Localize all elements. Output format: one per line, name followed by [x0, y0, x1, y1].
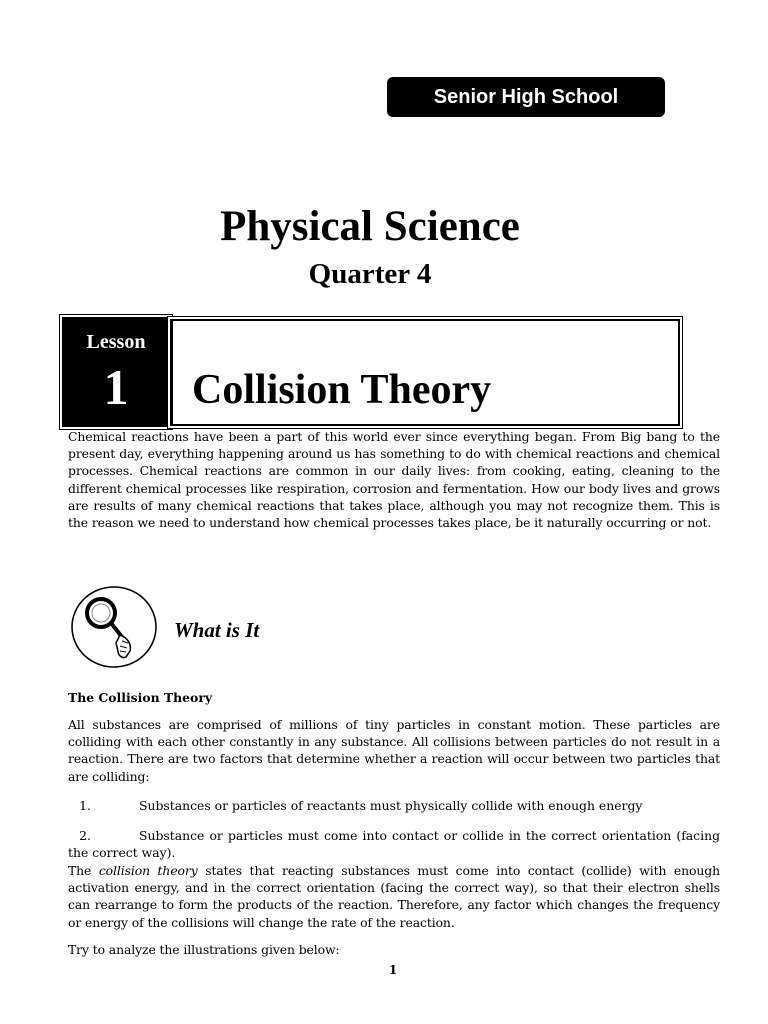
lesson-title: Collision Theory	[192, 367, 492, 413]
badge-label: Senior High School	[433, 85, 619, 108]
quarter-label: Quarter 4	[308, 258, 432, 290]
senior-high-school-badge	[387, 77, 665, 117]
lesson-number: 1	[103, 359, 129, 415]
definition-term: collision theory	[98, 863, 198, 878]
list-item-number: 2.	[79, 828, 91, 843]
definition-lead: The	[68, 863, 99, 878]
definition-body: states that reacting substances must come into contact (collide) with enough activation energy, and in the correct orientation (facing the correct way), so that their electron shells can rearrange to form the products of the reaction. Therefore, any factor which changes the frequency or energy of the collisions will change the rate of the reaction.	[68, 863, 720, 930]
magnifying-glass-icon	[70, 585, 158, 669]
collision-theory-subheading: The Collision Theory	[68, 690, 213, 705]
list-item	[68, 827, 720, 861]
list-item-text: Substance or particles must come into contact or collide in the correct orientation (facing the correct way).	[68, 828, 720, 861]
page-title: Physical Science	[220, 203, 520, 250]
collision-theory-definition	[68, 862, 720, 931]
list-item-number: 1.	[79, 798, 91, 813]
collision-paragraph: All substances are comprised of millions of tiny particles in constant motion. These particles are colliding with each other constantly in any substance. All collisions between particles do not result in a reaction. There are two factors that determine whether a reaction will occur between two particles that are colliding:	[68, 717, 720, 784]
page-number: 1	[388, 963, 398, 977]
lesson-label: Lesson	[86, 331, 146, 353]
lesson-title-box	[170, 319, 680, 426]
section-heading: What is It	[174, 618, 260, 642]
list-item	[68, 797, 720, 814]
illustration-prompt: Try to analyze the illustrations given below:	[68, 942, 340, 957]
lesson-number-box	[62, 317, 170, 427]
list-item-text: Substances or particles of reactants must physically collide with enough energy	[139, 798, 643, 813]
intro-paragraph: Chemical reactions have been a part of this world ever since everything began. From Big bang to the present day, everything happening around us has something to do with chemical reactions and chemical processes. Chemical reactions are common in our daily lives: from cooking, eating, cleaning to the different chemical processes like respiration, corrosion and fermentation. How our body lives and grows are results of many chemical reactions that takes place, although you may not recognize them. This is the reason we need to understand how chemical processes takes place, be it naturally occurring or not.	[68, 429, 720, 531]
